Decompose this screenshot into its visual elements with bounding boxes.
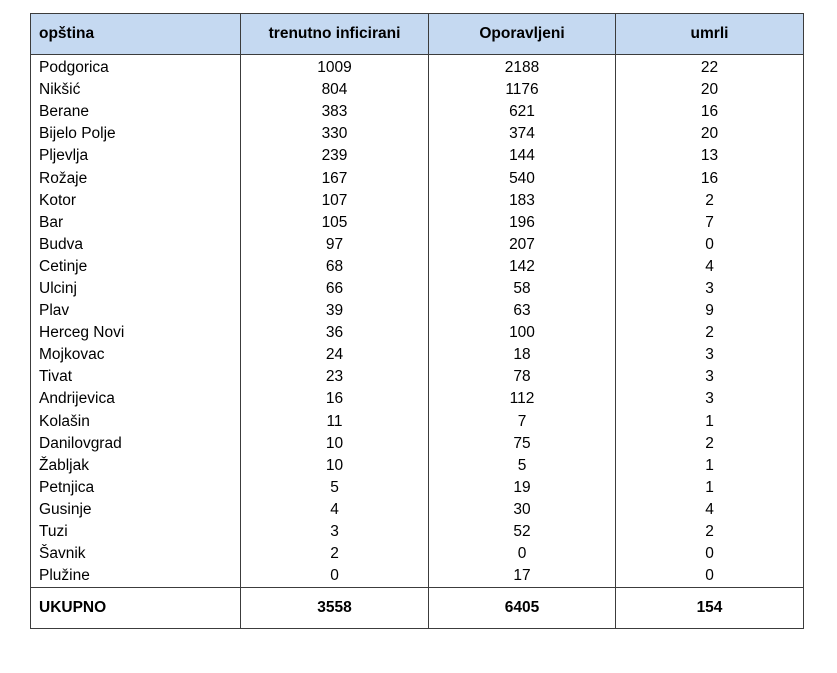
recovered-cell: 63 — [429, 300, 616, 322]
currently-infected-cell: 5 — [241, 477, 429, 499]
header-municipality: opština — [31, 14, 241, 55]
currently-infected-cell: 107 — [241, 190, 429, 212]
municipality-cell: Plav — [31, 300, 241, 322]
header-row — [31, 14, 804, 55]
table-row — [31, 101, 804, 123]
municipality-cell: Budva — [31, 234, 241, 256]
currently-infected-cell: 10 — [241, 433, 429, 455]
table-row — [31, 256, 804, 278]
currently-infected-cell: 39 — [241, 300, 429, 322]
table-row — [31, 543, 804, 565]
recovered-cell: 112 — [429, 388, 616, 410]
deaths-cell: 2 — [616, 322, 804, 344]
currently-infected-cell: 68 — [241, 256, 429, 278]
currently-infected-cell: 10 — [241, 455, 429, 477]
recovered-cell: 78 — [429, 366, 616, 388]
municipality-cell: Podgorica — [31, 55, 241, 80]
table-row — [31, 411, 804, 433]
currently-infected-cell: 3 — [241, 521, 429, 543]
municipality-cell: Kotor — [31, 190, 241, 212]
table-row — [31, 565, 804, 588]
deaths-cell: 9 — [616, 300, 804, 322]
total-label: UKUPNO — [31, 588, 241, 629]
total-recovered: 6405 — [429, 588, 616, 629]
currently-infected-cell: 383 — [241, 101, 429, 123]
deaths-cell: 3 — [616, 388, 804, 410]
municipality-cell: Tuzi — [31, 521, 241, 543]
deaths-cell: 7 — [616, 212, 804, 234]
table-row — [31, 212, 804, 234]
currently-infected-cell: 16 — [241, 388, 429, 410]
municipality-cell: Andrijevica — [31, 388, 241, 410]
deaths-cell: 0 — [616, 234, 804, 256]
currently-infected-cell: 167 — [241, 167, 429, 189]
recovered-cell: 52 — [429, 521, 616, 543]
table-row — [31, 278, 804, 300]
table-row — [31, 55, 804, 80]
table-row — [31, 190, 804, 212]
deaths-cell: 1 — [616, 455, 804, 477]
municipality-cell: Tivat — [31, 366, 241, 388]
municipality-cell: Rožaje — [31, 167, 241, 189]
table-row — [31, 123, 804, 145]
table-row — [31, 145, 804, 167]
table-row — [31, 477, 804, 499]
total-currently-infected: 3558 — [241, 588, 429, 629]
deaths-cell: 2 — [616, 190, 804, 212]
municipality-cell: Kolašin — [31, 411, 241, 433]
deaths-cell: 2 — [616, 521, 804, 543]
municipality-cell: Šavnik — [31, 543, 241, 565]
covid-statistics-table — [30, 13, 804, 629]
recovered-cell: 75 — [429, 433, 616, 455]
currently-infected-cell: 105 — [241, 212, 429, 234]
table-row — [31, 433, 804, 455]
municipality-cell: Plužine — [31, 565, 241, 588]
municipality-cell: Žabljak — [31, 455, 241, 477]
currently-infected-cell: 24 — [241, 344, 429, 366]
table-row — [31, 322, 804, 344]
currently-infected-cell: 2 — [241, 543, 429, 565]
recovered-cell: 207 — [429, 234, 616, 256]
currently-infected-cell: 11 — [241, 411, 429, 433]
table-row — [31, 455, 804, 477]
recovered-cell: 100 — [429, 322, 616, 344]
recovered-cell: 30 — [429, 499, 616, 521]
municipality-cell: Danilovgrad — [31, 433, 241, 455]
table-row — [31, 521, 804, 543]
deaths-cell: 22 — [616, 55, 804, 80]
table-row — [31, 388, 804, 410]
recovered-cell: 5 — [429, 455, 616, 477]
deaths-cell: 13 — [616, 145, 804, 167]
recovered-cell: 2188 — [429, 55, 616, 80]
header-currently-infected: trenutno inficirani — [241, 14, 429, 55]
recovered-cell: 540 — [429, 167, 616, 189]
recovered-cell: 1176 — [429, 79, 616, 101]
table-row — [31, 366, 804, 388]
recovered-cell: 18 — [429, 344, 616, 366]
municipality-cell: Ulcinj — [31, 278, 241, 300]
deaths-cell: 3 — [616, 344, 804, 366]
municipality-cell: Herceg Novi — [31, 322, 241, 344]
municipality-cell: Berane — [31, 101, 241, 123]
deaths-cell: 16 — [616, 101, 804, 123]
table-row — [31, 234, 804, 256]
table-row — [31, 167, 804, 189]
table-row — [31, 344, 804, 366]
deaths-cell: 20 — [616, 79, 804, 101]
currently-infected-cell: 36 — [241, 322, 429, 344]
table-body — [31, 55, 804, 588]
deaths-cell: 0 — [616, 565, 804, 588]
recovered-cell: 17 — [429, 565, 616, 588]
currently-infected-cell: 239 — [241, 145, 429, 167]
municipality-cell: Mojkovac — [31, 344, 241, 366]
recovered-cell: 144 — [429, 145, 616, 167]
recovered-cell: 142 — [429, 256, 616, 278]
municipality-cell: Cetinje — [31, 256, 241, 278]
header-deaths: umrli — [616, 14, 804, 55]
deaths-cell: 4 — [616, 499, 804, 521]
deaths-cell: 20 — [616, 123, 804, 145]
recovered-cell: 374 — [429, 123, 616, 145]
recovered-cell: 196 — [429, 212, 616, 234]
municipality-cell: Nikšić — [31, 79, 241, 101]
municipality-cell: Bijelo Polje — [31, 123, 241, 145]
recovered-cell: 7 — [429, 411, 616, 433]
currently-infected-cell: 0 — [241, 565, 429, 588]
table-row — [31, 300, 804, 322]
currently-infected-cell: 97 — [241, 234, 429, 256]
currently-infected-cell: 330 — [241, 123, 429, 145]
deaths-cell: 4 — [616, 256, 804, 278]
recovered-cell: 58 — [429, 278, 616, 300]
municipality-cell: Gusinje — [31, 499, 241, 521]
total-deaths: 154 — [616, 588, 804, 629]
recovered-cell: 19 — [429, 477, 616, 499]
total-row — [31, 588, 804, 629]
deaths-cell: 1 — [616, 477, 804, 499]
municipality-cell: Bar — [31, 212, 241, 234]
currently-infected-cell: 66 — [241, 278, 429, 300]
deaths-cell: 1 — [616, 411, 804, 433]
currently-infected-cell: 4 — [241, 499, 429, 521]
currently-infected-cell: 23 — [241, 366, 429, 388]
deaths-cell: 3 — [616, 366, 804, 388]
table-row — [31, 79, 804, 101]
table-row — [31, 499, 804, 521]
header-recovered: Oporavljeni — [429, 14, 616, 55]
deaths-cell: 16 — [616, 167, 804, 189]
recovered-cell: 621 — [429, 101, 616, 123]
municipality-cell: Petnjica — [31, 477, 241, 499]
recovered-cell: 0 — [429, 543, 616, 565]
municipality-cell: Pljevlja — [31, 145, 241, 167]
deaths-cell: 3 — [616, 278, 804, 300]
deaths-cell: 2 — [616, 433, 804, 455]
recovered-cell: 183 — [429, 190, 616, 212]
deaths-cell: 0 — [616, 543, 804, 565]
currently-infected-cell: 1009 — [241, 55, 429, 80]
currently-infected-cell: 804 — [241, 79, 429, 101]
